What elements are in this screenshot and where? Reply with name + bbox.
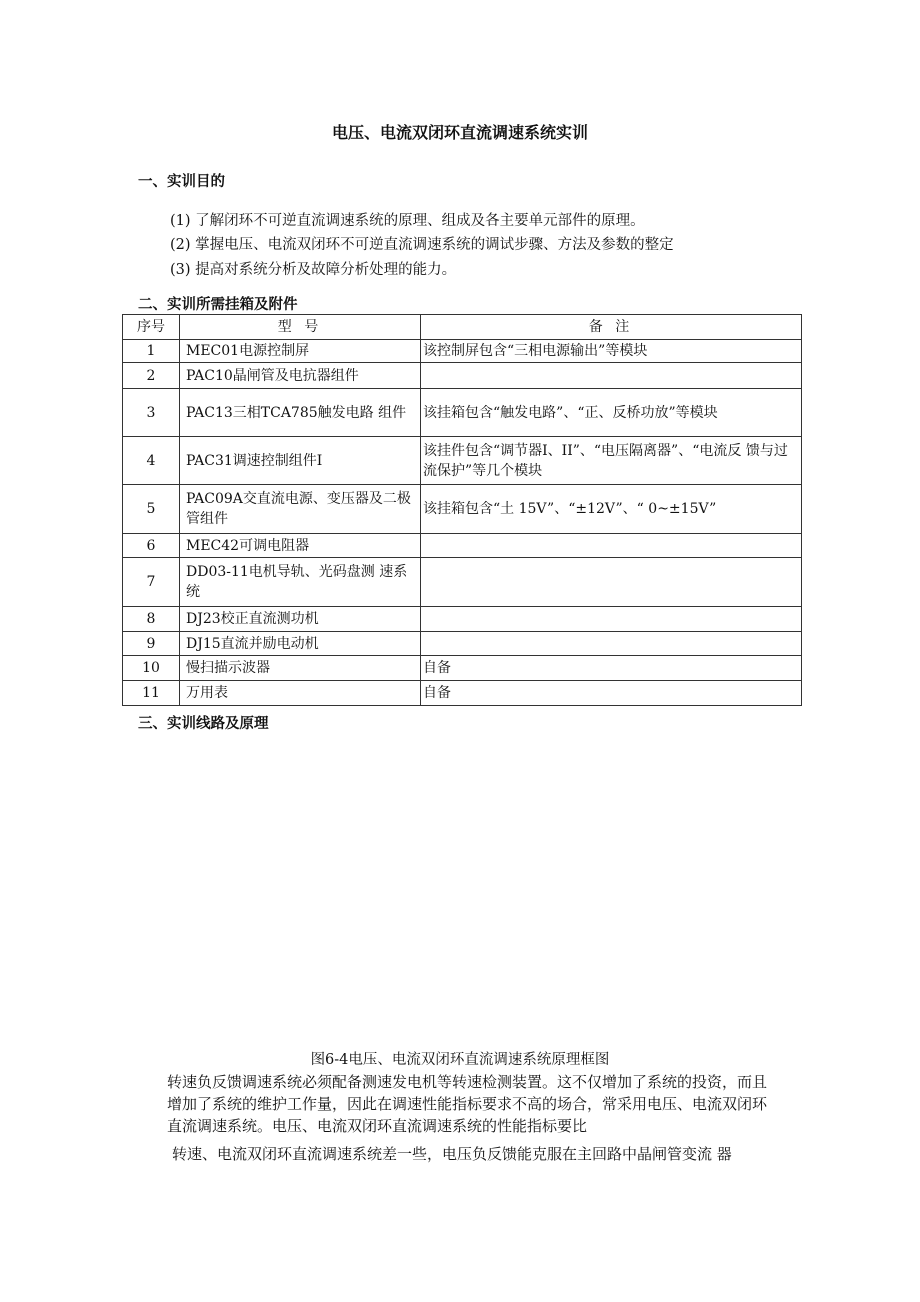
row-note: 该挂箱包含“土 15V”、“±12V”、“ 0~±15V”: [421, 485, 802, 534]
document-title: 电压、电流双闭环直流调速系统实训: [331, 123, 588, 142]
row-model: PAC10晶闸管及电抗器组件: [180, 363, 421, 389]
row-note: 该挂件包含“调节器I、II”、“电压隔离器”、“电流反 馈与过流保护”等几个模块: [421, 437, 802, 485]
row-no: 2: [123, 363, 180, 389]
header-note: 备 注: [421, 315, 802, 340]
row-no: 6: [123, 534, 180, 558]
paragraph-text: 转速负反馈调速系统必须配备测速发电机等转速检测装置。这不仅增加了系统的投资，而且增加了系统的维护工作量，因此在调速性能指标要求不高的场合，常采用电压、电流双闭环直流调速系统。电压、电流双闭环直流调速系统的性能指标要比: [167, 1073, 768, 1135]
row-no: 11: [123, 681, 180, 706]
objective-item: (2) 掌握电压、电流双闭环不可逆直流调速系统的调试步骤、方法及参数的整定: [170, 237, 674, 253]
row-no: 1: [123, 340, 180, 363]
row-model: PAC09A交直流电源、变压器及二极管组件: [180, 485, 421, 534]
table-row: [123, 558, 802, 607]
objective-item: (1) 了解闭环不可逆直流调速系统的原理、组成及各主要单元部件的原理。: [170, 213, 645, 229]
section3-heading: 三、实训线路及原理: [138, 716, 269, 732]
row-no: 9: [123, 632, 180, 656]
row-no: 7: [123, 558, 180, 607]
row-note: [421, 607, 802, 632]
header-no: 序号: [123, 315, 180, 340]
table-row: [123, 485, 802, 534]
row-note: [421, 363, 802, 389]
row-note: 该挂箱包含“触发电路”、“正、反桥功放”等模块: [421, 389, 802, 437]
table-row: [123, 534, 802, 558]
table-row: [123, 656, 802, 681]
table-row: [123, 437, 802, 485]
table-row: [123, 340, 802, 363]
row-note: 该控制屏包含“三相电源输出”等模块: [421, 340, 802, 363]
row-no: 10: [123, 656, 180, 681]
table-row: [123, 363, 802, 389]
row-no: 5: [123, 485, 180, 534]
table-row: [123, 389, 802, 437]
row-no: 3: [123, 389, 180, 437]
row-no: 4: [123, 437, 180, 485]
row-note: [421, 558, 802, 607]
row-model: MEC42可调电阻器: [180, 534, 421, 558]
body-paragraph: [167, 1071, 777, 1137]
row-note: 自备: [421, 681, 802, 706]
table-row: [123, 607, 802, 632]
table-row: [123, 632, 802, 656]
figure-caption: 图6-4电压、电流双闭环直流调速系统原理框图: [310, 1052, 610, 1068]
row-model: DJ15直流并励电动机: [180, 632, 421, 656]
table-row: [123, 681, 802, 706]
row-model: 万用表: [180, 681, 421, 706]
row-note: [421, 632, 802, 656]
row-model: MEC01电源控制屏: [180, 340, 421, 363]
section2-heading: 二、实训所需挂箱及附件: [138, 297, 298, 313]
equipment-table: [122, 314, 802, 706]
row-no: 8: [123, 607, 180, 632]
objective-item: (3) 提高对系统分析及故障分析处理的能力。: [170, 262, 457, 278]
row-note: [421, 534, 802, 558]
row-model: PAC31调速控制组件I: [180, 437, 421, 485]
row-model: DJ23校正直流测功机: [180, 607, 421, 632]
header-model: 型 号: [180, 315, 421, 340]
row-note: 自备: [421, 656, 802, 681]
row-model: PAC13三相TCA785触发电路 组件: [180, 389, 421, 437]
section1-heading: 一、实训目的: [138, 174, 225, 190]
paragraph-last-line: 转速、电流双闭环直流调速系统差一些，电压负反馈能克服在主回路中晶闸管变流 器: [172, 1145, 732, 1163]
row-model: 慢扫描示波器: [180, 656, 421, 681]
table-header-row: [123, 315, 802, 340]
row-model: DD03-11电机导轨、光码盘测 速系统: [180, 558, 421, 607]
